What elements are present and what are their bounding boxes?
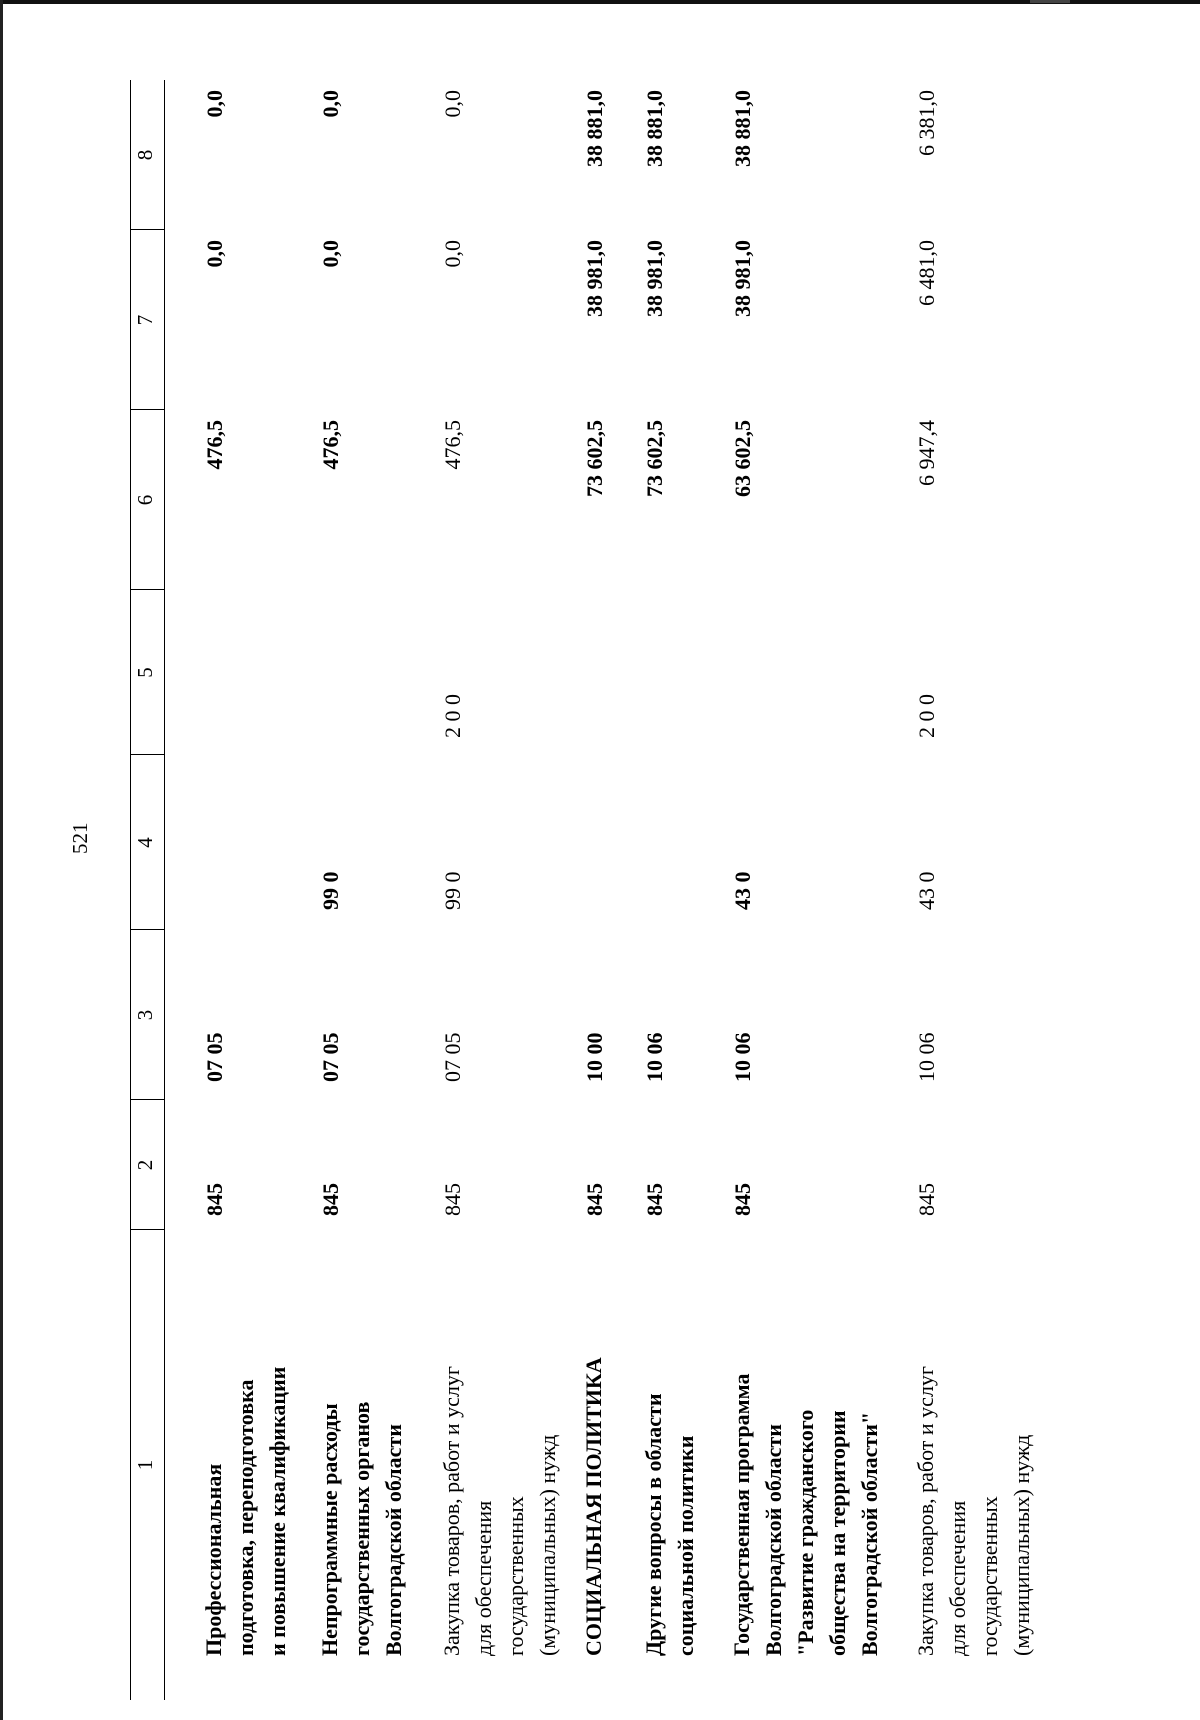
col-header-3: 3 (133, 1009, 157, 1021)
row-2-name: Закупка товаров, работ и услуг для обеспечения государственных (муниципальных) нужд (439, 1366, 560, 1656)
row-5-name: Государственная программа Волгоградской области "Развитие гражданского общества на территории Волгоградской области" (729, 1373, 882, 1656)
row-1-col4: 99 0 (318, 871, 343, 910)
page-number: 521 (68, 822, 92, 854)
row-0-col7: 0,0 (202, 240, 227, 268)
row-3-col6: 73 602,5 (582, 420, 607, 497)
scan-edge-left (0, 0, 3, 1720)
row-6-col8: 6 381,0 (914, 90, 939, 156)
row-1-col2: 845 (318, 1183, 343, 1216)
row-6-name: Закупка товаров, работ и услуг для обеспечения государственных (муниципальных) нужд (913, 1366, 1034, 1656)
row-6-col3: 10 06 (914, 1032, 939, 1082)
row-2-col3: 07 05 (440, 1032, 465, 1082)
col-header-5: 5 (133, 667, 157, 678)
row-3-col3: 10 00 (582, 1032, 607, 1082)
row-2-col7: 0,0 (440, 240, 465, 268)
row-3-name: СОЦИАЛЬНАЯ ПОЛИТИКА (581, 1357, 606, 1656)
row-6-col2: 845 (914, 1183, 939, 1216)
row-4-col3: 10 06 (642, 1032, 667, 1082)
col-header-4: 4 (133, 837, 157, 848)
row-1-col6: 476,5 (318, 420, 343, 470)
row-1-name: Непрограммные расходы государственных органов Волгоградской области (317, 1401, 406, 1656)
row-5-col8: 38 881,0 (730, 90, 755, 167)
row-2-col2: 845 (440, 1183, 465, 1216)
row-1-col3: 07 05 (318, 1032, 343, 1082)
row-0-col8: 0,0 (202, 90, 227, 118)
row-6-col5: 2 0 0 (914, 694, 939, 738)
row-5-col6: 63 602,5 (730, 420, 755, 497)
row-6-col6: 6 947,4 (914, 420, 939, 486)
row-1-col8: 0,0 (318, 90, 343, 118)
row-6-col4: 43 0 (914, 871, 939, 910)
row-5-col3: 10 06 (730, 1032, 755, 1082)
row-4-col8: 38 881,0 (642, 90, 667, 167)
col-header-2: 2 (133, 1159, 157, 1171)
col-header-1: 1 (133, 1459, 157, 1471)
row-4-name: Другие вопросы в области социальной политики (641, 1393, 698, 1656)
row-4-col7: 38 981,0 (642, 240, 667, 317)
row-5-col2: 845 (730, 1183, 755, 1216)
row-3-col2: 845 (582, 1183, 607, 1216)
budget-table (130, 80, 1170, 1700)
col-header-7: 7 (133, 314, 157, 326)
row-6-col7: 6 481,0 (914, 240, 939, 306)
row-0-col3: 07 05 (202, 1032, 227, 1082)
row-2-col5: 2 0 0 (440, 694, 465, 738)
row-4-col2: 845 (642, 1183, 667, 1216)
row-2-col6: 476,5 (440, 420, 465, 470)
row-5-col4: 43 0 (730, 871, 755, 910)
col-header-6: 6 (133, 494, 157, 506)
row-0-col2: 845 (202, 1183, 227, 1216)
header-bottom-rule (164, 80, 165, 1700)
row-1-col7: 0,0 (318, 240, 343, 268)
row-5-col7: 38 981,0 (730, 240, 755, 317)
col-header-8: 8 (133, 149, 157, 161)
scan-edge-top (0, 0, 1200, 4)
row-0-name: Профессиональная подготовка, переподготовка и повышение квалификации (201, 1366, 290, 1656)
row-2-col4: 99 0 (440, 871, 465, 910)
row-0-col6: 476,5 (202, 420, 227, 470)
row-4-col6: 73 602,5 (642, 420, 667, 497)
scan-mark (1030, 0, 1070, 3)
row-3-col7: 38 981,0 (582, 240, 607, 317)
row-2-col8: 0,0 (440, 90, 465, 118)
row-3-col8: 38 881,0 (582, 90, 607, 167)
